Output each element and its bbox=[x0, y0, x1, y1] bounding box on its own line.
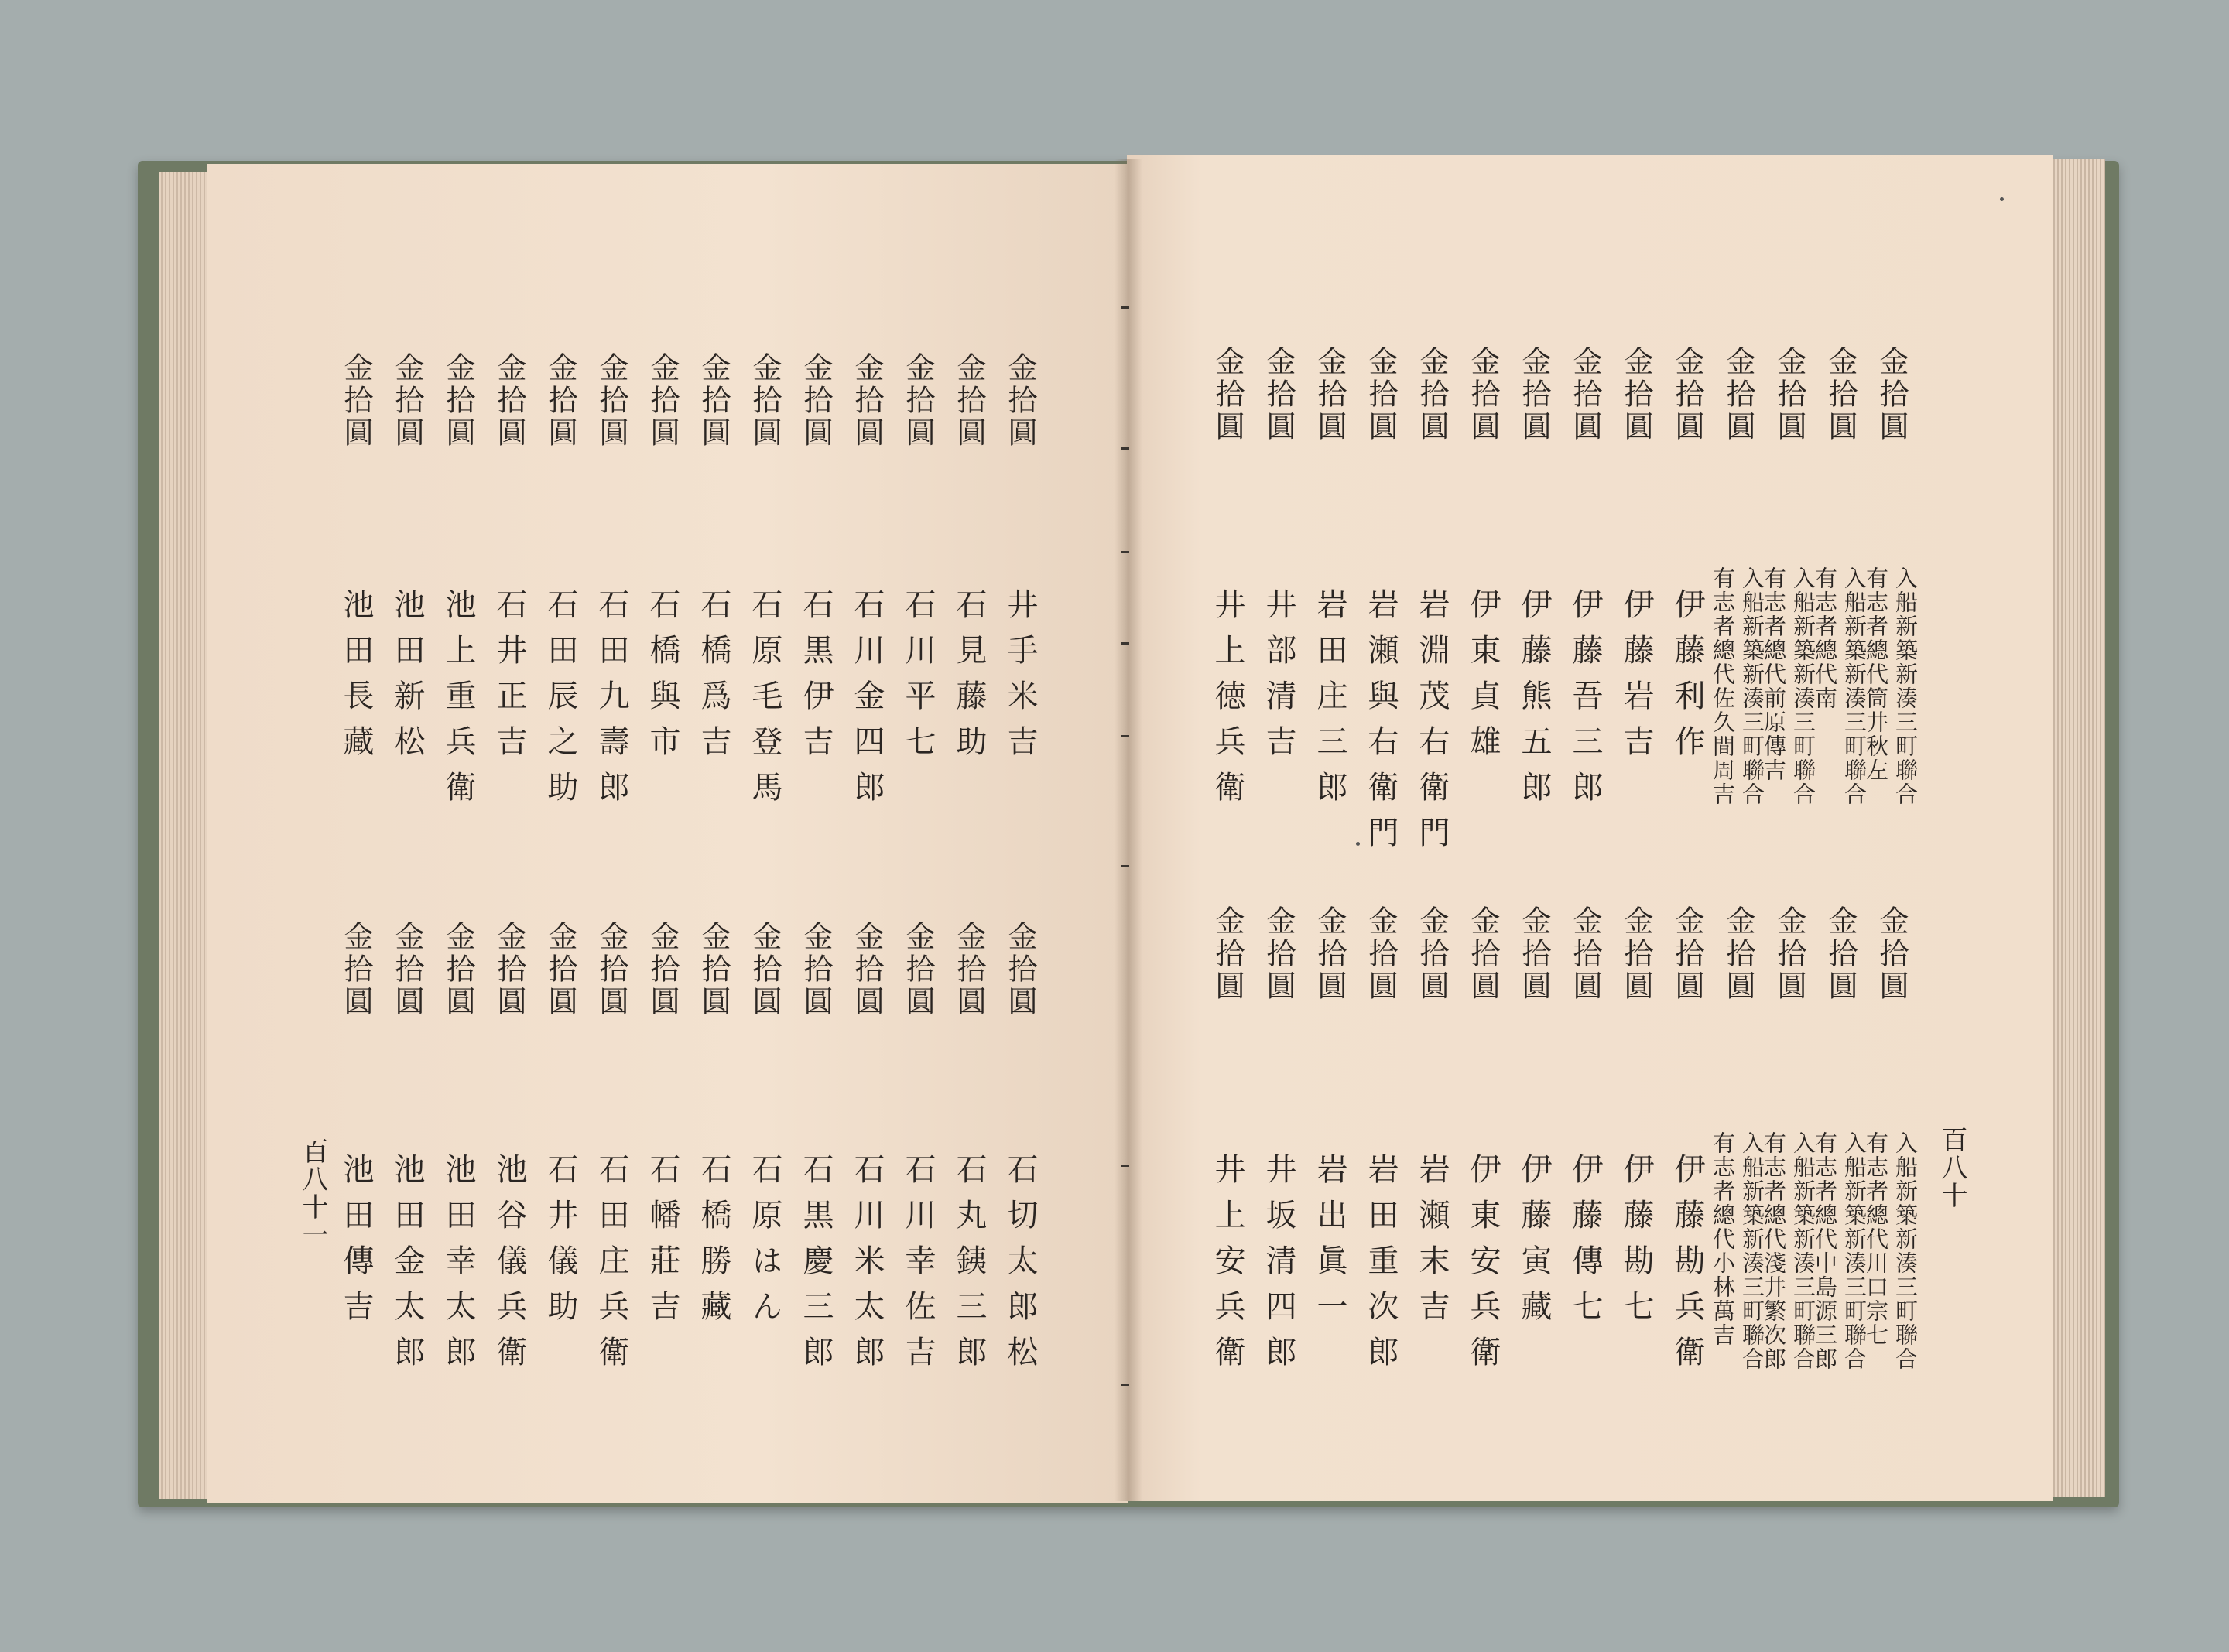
donation-amount: 金拾圓 bbox=[952, 352, 986, 450]
donation-amount: 金拾圓 bbox=[1875, 905, 1909, 1003]
donor-name: 井上安兵衛 bbox=[1210, 1153, 1245, 1381]
donation-amount: 金拾圓 bbox=[1875, 346, 1909, 443]
donation-amount: 金拾圓 bbox=[1670, 346, 1704, 443]
group-donor-entry bbox=[1709, 566, 1766, 806]
donation-amount: 金拾圓 bbox=[1619, 905, 1653, 1003]
left-page-edges bbox=[159, 172, 213, 1499]
donor-name: 石橋與市 bbox=[645, 588, 680, 771]
binding-stitch bbox=[1121, 1384, 1129, 1386]
donor-name: 伊藤勘兵衛 bbox=[1669, 1153, 1705, 1381]
donor-name: 石川米太郎 bbox=[849, 1153, 885, 1381]
donor-name: 石切太郎松 bbox=[1002, 1153, 1038, 1381]
group-donor-entry bbox=[1760, 1131, 1817, 1371]
group-name: 入船新築新湊三町聯合 bbox=[1739, 1131, 1765, 1371]
representative-name: 有志者總代南 bbox=[1812, 566, 1838, 782]
donor-name: 井坂清四郎 bbox=[1261, 1153, 1296, 1381]
donor-name: 池谷儀兵衛 bbox=[491, 1153, 527, 1381]
right-page-edges bbox=[2043, 159, 2105, 1497]
donor-name: 岩瀬與右衛門 bbox=[1363, 588, 1399, 862]
donor-name: 石川平七 bbox=[900, 588, 936, 771]
donation-amount: 金拾圓 bbox=[748, 352, 782, 450]
donor-name: 井手米吉 bbox=[1002, 588, 1038, 771]
donation-amount: 金拾圓 bbox=[339, 921, 373, 1018]
donor-name: 岩淵茂右衛門 bbox=[1414, 588, 1450, 862]
representative-name: 有志者總代淺井繁次郎 bbox=[1761, 1131, 1787, 1371]
representative-name: 有志者總代小林萬吉 bbox=[1710, 1131, 1736, 1347]
group-donor-entry bbox=[1811, 566, 1868, 806]
donation-amount: 金拾圓 bbox=[441, 352, 475, 450]
donor-name: 伊藤寅藏 bbox=[1516, 1153, 1552, 1336]
donation-amount: 金拾圓 bbox=[1823, 346, 1858, 443]
group-donor-entry bbox=[1862, 566, 1919, 806]
representative-name: 有志者總代前原傳吉 bbox=[1761, 566, 1787, 782]
donation-amount: 金拾圓 bbox=[441, 921, 475, 1018]
donation-amount: 金拾圓 bbox=[799, 921, 833, 1018]
donation-amount: 金拾圓 bbox=[901, 352, 935, 450]
donor-name: 岩出眞一 bbox=[1312, 1153, 1347, 1336]
group-name: 入船新築新湊三町聯合 bbox=[1790, 1131, 1816, 1371]
donation-amount: 金拾圓 bbox=[492, 921, 526, 1018]
donation-amount: 金拾圓 bbox=[1003, 352, 1037, 450]
donor-name: 伊東安兵衛 bbox=[1465, 1153, 1501, 1381]
binding-stitch bbox=[1121, 551, 1129, 553]
page-mark bbox=[2000, 197, 2004, 201]
binding-stitch bbox=[1121, 865, 1129, 867]
donor-name: 池田金太郎 bbox=[389, 1153, 425, 1381]
donor-name: 石丸銕三郎 bbox=[951, 1153, 987, 1381]
donation-amount: 金拾圓 bbox=[1466, 346, 1500, 443]
donor-name: 石川幸佐吉 bbox=[900, 1153, 936, 1381]
donor-name: 石見藤助 bbox=[951, 588, 987, 771]
donation-amount: 金拾圓 bbox=[850, 921, 884, 1018]
donor-name: 石黒慶三郎 bbox=[798, 1153, 834, 1381]
group-donor-entry bbox=[1709, 1131, 1766, 1371]
donor-name: 岩瀬末吉 bbox=[1414, 1153, 1450, 1336]
donor-name: 石原毛登馬 bbox=[747, 588, 782, 816]
donor-name: 岩田重次郎 bbox=[1363, 1153, 1399, 1381]
donation-amount: 金拾圓 bbox=[1466, 905, 1500, 1003]
donor-name: 伊東貞雄 bbox=[1465, 588, 1501, 771]
donor-name: 伊藤岩吉 bbox=[1618, 588, 1654, 771]
donor-name: 伊藤利作 bbox=[1669, 588, 1705, 771]
representative-name: 有志者總代筒井秋左 bbox=[1863, 566, 1889, 782]
donor-name: 井部清吉 bbox=[1261, 588, 1296, 771]
group-name: 入船新築新湊三町聯合 bbox=[1790, 566, 1816, 806]
page-mark bbox=[1356, 842, 1360, 846]
group-donor-entry bbox=[1760, 566, 1817, 806]
donation-amount: 金拾圓 bbox=[1772, 346, 1806, 443]
donor-name: 石井正吉 bbox=[491, 588, 527, 771]
donation-amount: 金拾圓 bbox=[1823, 905, 1858, 1003]
donation-amount: 金拾圓 bbox=[697, 921, 731, 1018]
donor-name: 石橋爲吉 bbox=[696, 588, 731, 771]
donation-amount: 金拾圓 bbox=[390, 352, 424, 450]
donation-amount: 金拾圓 bbox=[1415, 905, 1449, 1003]
donation-amount: 金拾圓 bbox=[748, 921, 782, 1018]
donor-name: 伊藤熊五郎 bbox=[1516, 588, 1552, 816]
group-name: 入船新築新湊三町聯合 bbox=[1841, 1131, 1868, 1371]
group-name: 入船新築新湊三町聯合 bbox=[1739, 566, 1765, 806]
donation-amount: 金拾圓 bbox=[1772, 905, 1806, 1003]
donation-amount: 金拾圓 bbox=[1364, 905, 1398, 1003]
group-name: 入船新築新湊三町聯合 bbox=[1841, 566, 1868, 806]
donation-amount: 金拾圓 bbox=[1670, 905, 1704, 1003]
binding-stitch bbox=[1121, 735, 1129, 737]
representative-name: 有志者總代川口宗七 bbox=[1863, 1131, 1889, 1347]
donation-amount: 金拾圓 bbox=[1262, 346, 1296, 443]
donation-amount: 金拾圓 bbox=[952, 921, 986, 1018]
binding-stitch bbox=[1121, 642, 1129, 645]
donor-name: 池田幸太郎 bbox=[440, 1153, 476, 1381]
donation-amount: 金拾圓 bbox=[1721, 905, 1755, 1003]
donation-amount: 金拾圓 bbox=[492, 352, 526, 450]
donation-amount: 金拾圓 bbox=[543, 352, 577, 450]
donor-name: 池上重兵衛 bbox=[440, 588, 476, 816]
book-gutter bbox=[1114, 159, 1142, 1501]
binding-stitch bbox=[1121, 306, 1129, 309]
donation-amount: 金拾圓 bbox=[1415, 346, 1449, 443]
donor-name: 伊藤吾三郎 bbox=[1567, 588, 1603, 816]
donation-amount: 金拾圓 bbox=[697, 352, 731, 450]
donation-amount: 金拾圓 bbox=[594, 352, 628, 450]
donor-name: 伊藤勘七 bbox=[1618, 1153, 1654, 1336]
donor-name: 石井儀助 bbox=[543, 1153, 578, 1336]
donation-amount: 金拾圓 bbox=[594, 921, 628, 1018]
left-page-number: 百八十一 bbox=[297, 1137, 328, 1249]
binding-stitch bbox=[1121, 1165, 1129, 1167]
group-donor-entry bbox=[1862, 1131, 1919, 1371]
donation-amount: 金拾圓 bbox=[1568, 905, 1602, 1003]
donation-amount: 金拾圓 bbox=[901, 921, 935, 1018]
donor-name: 石黒伊吉 bbox=[798, 588, 834, 771]
donation-amount: 金拾圓 bbox=[1619, 346, 1653, 443]
donation-amount: 金拾圓 bbox=[543, 921, 577, 1018]
donation-amount: 金拾圓 bbox=[645, 352, 680, 450]
donation-amount: 金拾圓 bbox=[1313, 905, 1347, 1003]
group-donor-entry bbox=[1811, 1131, 1868, 1371]
donation-amount: 金拾圓 bbox=[1517, 905, 1551, 1003]
group-name: 入船新築新湊三町聯合 bbox=[1892, 566, 1919, 806]
donation-amount: 金拾圓 bbox=[339, 352, 373, 450]
donation-amount: 金拾圓 bbox=[1721, 346, 1755, 443]
donation-amount: 金拾圓 bbox=[1262, 905, 1296, 1003]
representative-name: 有志者總代佐久間周吉 bbox=[1710, 566, 1736, 806]
donor-name: 石原はん bbox=[747, 1153, 782, 1336]
donation-amount: 金拾圓 bbox=[1568, 346, 1602, 443]
binding-stitch bbox=[1121, 447, 1129, 450]
donor-name: 石田九壽郎 bbox=[594, 588, 629, 816]
donor-name: 石橋勝藏 bbox=[696, 1153, 731, 1336]
donor-name: 岩田庄三郎 bbox=[1312, 588, 1347, 816]
donation-amount: 金拾圓 bbox=[390, 921, 424, 1018]
donor-name: 石川金四郎 bbox=[849, 588, 885, 816]
donation-amount: 金拾圓 bbox=[1517, 346, 1551, 443]
donation-amount: 金拾圓 bbox=[1003, 921, 1037, 1018]
right-page-number: 百八十 bbox=[1936, 1126, 1967, 1209]
representative-name: 有志者總代中島源三郎 bbox=[1812, 1131, 1838, 1371]
donor-name: 伊藤傳七 bbox=[1567, 1153, 1603, 1336]
donor-name: 石田辰之助 bbox=[543, 588, 578, 816]
donor-name: 石田庄兵衛 bbox=[594, 1153, 629, 1381]
donation-amount: 金拾圓 bbox=[645, 921, 680, 1018]
donation-amount: 金拾圓 bbox=[799, 352, 833, 450]
donor-name: 石幡莊吉 bbox=[645, 1153, 680, 1336]
donation-amount: 金拾圓 bbox=[850, 352, 884, 450]
donor-name: 池田傳吉 bbox=[338, 1153, 374, 1336]
donation-amount: 金拾圓 bbox=[1313, 346, 1347, 443]
donation-amount: 金拾圓 bbox=[1210, 905, 1245, 1003]
donation-amount: 金拾圓 bbox=[1364, 346, 1398, 443]
donor-name: 池田長藏 bbox=[338, 588, 374, 771]
donor-name: 井上徳兵衛 bbox=[1210, 588, 1245, 816]
donation-amount: 金拾圓 bbox=[1210, 346, 1245, 443]
group-name: 入船新築新湊三町聯合 bbox=[1892, 1131, 1919, 1371]
donor-name: 池田新松 bbox=[389, 588, 425, 771]
